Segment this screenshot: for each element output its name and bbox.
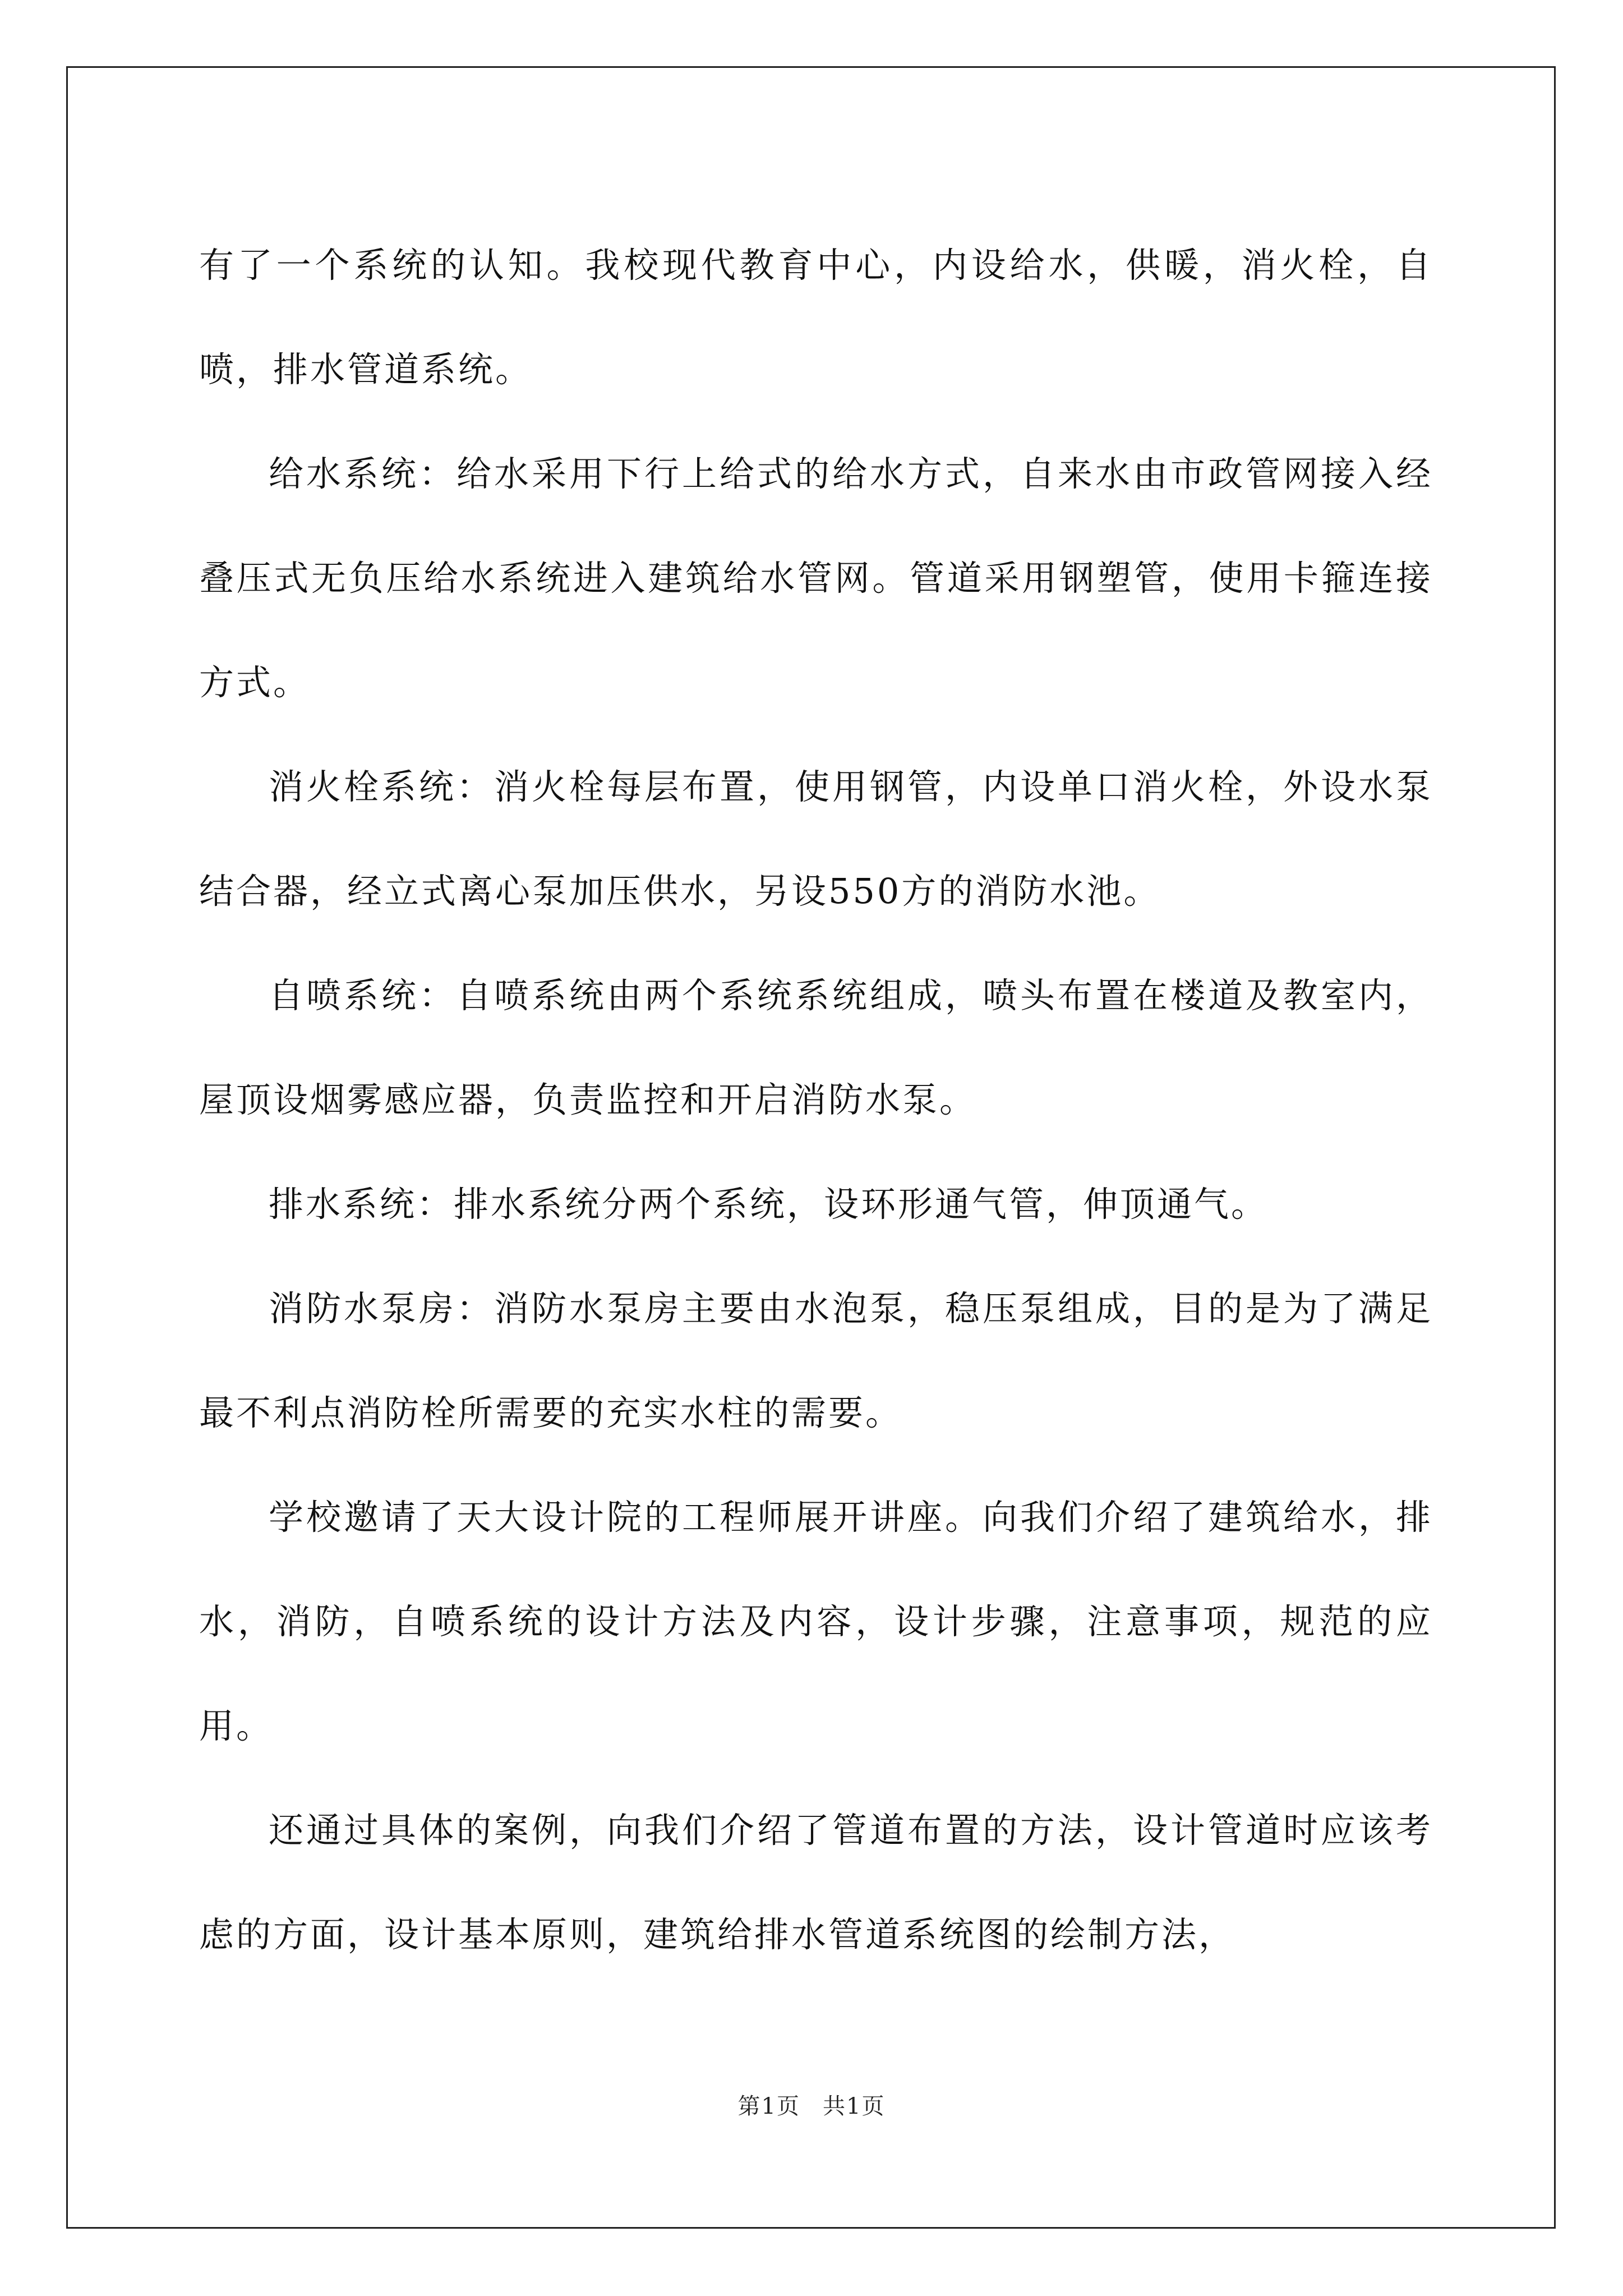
page-number: 第1页 — [737, 2093, 800, 2119]
paragraph-drainage: 排水系统：排水系统分两个系统，设环形通气管，伸顶通气。 — [269, 1184, 1269, 1225]
page-footer — [0, 2088, 1623, 2120]
paragraph-case-study: 还通过具体的案例，向我们介绍了管道布置的方法，设计管道时应该考虑的方面，设计基本原则，建筑给排水管道系统图的绘制方法， — [199, 1810, 1433, 1955]
paragraph-sprinkler: 自喷系统：自喷系统由两个系统系统组成，喷头布置在楼道及教室内，屋顶设烟雾感应器，负责监控和开启消防水泵。 — [199, 975, 1433, 1120]
paragraph-lecture: 学校邀请了天大设计院的工程师展开讲座。向我们介绍了建筑给水，排水，消防，自喷系统的设计方法及内容，设计步骤，注意事项，规范的应用。 — [199, 1497, 1433, 1746]
paragraph-1: 有了一个系统的认知。我校现代教育中心，内设给水，供暖，消火栓，自喷，排水管道系统。 — [199, 245, 1433, 390]
document-body — [199, 213, 1433, 1987]
paragraph-pump-room: 消防水泵房：消防水泵房主要由水泡泵，稳压泵组成，目的是为了满足最不利点消防栓所需要的充实水柱的需要。 — [199, 1288, 1433, 1433]
page-total: 共1页 — [823, 2093, 886, 2119]
paragraph-water-supply: 给水系统：给水采用下行上给式的给水方式，自来水由市政管网接入经叠压式无负压给水系统进入建筑给水管网。管道采用钢塑管，使用卡箍连接方式。 — [199, 453, 1433, 703]
paragraph-hydrant: 消火栓系统：消火栓每层布置，使用钢管，内设单口消火栓，外设水泵结合器，经立式离心泵加压供水，另设550方的消防水池。 — [199, 766, 1433, 912]
